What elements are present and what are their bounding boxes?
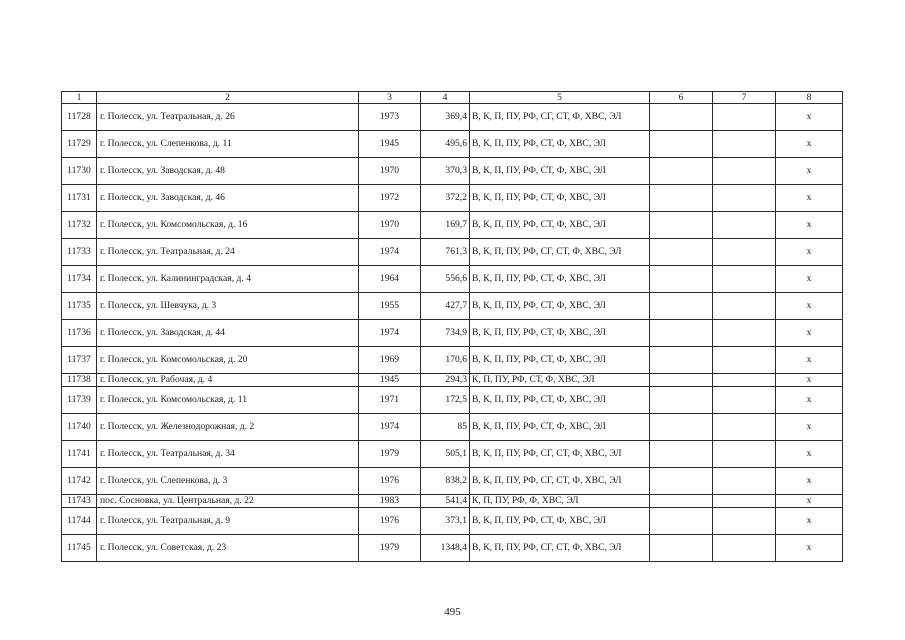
column-8-cell: х xyxy=(776,320,843,347)
register-number-cell: 11735 xyxy=(62,293,97,320)
building-systems-cell: В, К, П, ПУ, РФ, СТ, Ф, ХВС, ЭЛ xyxy=(470,414,650,441)
year-built-cell: 1945 xyxy=(359,374,421,387)
address-cell: г. Полесск, ул. Заводская, д. 46 xyxy=(97,185,359,212)
register-number-cell: 11729 xyxy=(62,131,97,158)
area-cell: 85 xyxy=(421,414,470,441)
area-cell: 169,7 xyxy=(421,212,470,239)
column-header-2: 2 xyxy=(97,92,359,104)
address-cell: г. Полесск, ул. Театральная, д. 26 xyxy=(97,104,359,131)
register-number-cell: 11741 xyxy=(62,441,97,468)
area-cell: 761,3 xyxy=(421,239,470,266)
column-6-cell xyxy=(650,185,713,212)
address-cell: г. Полесск, ул. Рабочая, д. 4 xyxy=(97,374,359,387)
area-cell: 170,6 xyxy=(421,347,470,374)
area-cell: 495,6 xyxy=(421,131,470,158)
area-cell: 1348,4 xyxy=(421,535,470,562)
column-8-cell: х xyxy=(776,185,843,212)
register-number-cell: 11732 xyxy=(62,212,97,239)
address-cell: г. Полесск, ул. Заводская, д. 44 xyxy=(97,320,359,347)
column-6-cell xyxy=(650,104,713,131)
column-header-7: 7 xyxy=(713,92,776,104)
year-built-cell: 1979 xyxy=(359,535,421,562)
column-8-cell: х xyxy=(776,212,843,239)
register-number-cell: 11739 xyxy=(62,387,97,414)
building-systems-cell: В, К, П, ПУ, РФ, СГ, СТ, Ф, ХВС, ЭЛ xyxy=(470,104,650,131)
building-systems-cell: В, К, П, ПУ, РФ, СТ, Ф, ХВС, ЭЛ xyxy=(470,347,650,374)
table-row xyxy=(62,441,843,468)
year-built-cell: 1972 xyxy=(359,185,421,212)
column-8-cell: х xyxy=(776,441,843,468)
register-number-cell: 11744 xyxy=(62,508,97,535)
year-built-cell: 1955 xyxy=(359,293,421,320)
table-row xyxy=(62,266,843,293)
building-systems-cell: В, К, П, ПУ, РФ, СГ, СТ, Ф, ХВС, ЭЛ xyxy=(470,441,650,468)
column-7-cell xyxy=(713,495,776,508)
column-7-cell xyxy=(713,374,776,387)
column-8-cell: х xyxy=(776,104,843,131)
column-6-cell xyxy=(650,266,713,293)
area-cell: 427,7 xyxy=(421,293,470,320)
column-7-cell xyxy=(713,387,776,414)
area-cell: 294,3 xyxy=(421,374,470,387)
column-7-cell xyxy=(713,293,776,320)
column-7-cell xyxy=(713,414,776,441)
building-systems-cell: В, К, П, ПУ, РФ, СТ, Ф, ХВС, ЭЛ xyxy=(470,158,650,185)
year-built-cell: 1976 xyxy=(359,468,421,495)
register-number-cell: 11734 xyxy=(62,266,97,293)
area-cell: 505,1 xyxy=(421,441,470,468)
column-8-cell: х xyxy=(776,508,843,535)
column-7-cell xyxy=(713,266,776,293)
address-cell: г. Полесск, ул. Комсомольская, д. 20 xyxy=(97,347,359,374)
column-number-row xyxy=(62,92,843,104)
column-7-cell xyxy=(713,320,776,347)
table-row xyxy=(62,495,843,508)
register-number-cell: 11731 xyxy=(62,185,97,212)
table-row xyxy=(62,293,843,320)
column-8-cell: х xyxy=(776,266,843,293)
table-row xyxy=(62,158,843,185)
register-number-cell: 11743 xyxy=(62,495,97,508)
housing-register-table xyxy=(61,91,843,562)
year-built-cell: 1970 xyxy=(359,212,421,239)
column-7-cell xyxy=(713,468,776,495)
area-cell: 369,4 xyxy=(421,104,470,131)
column-6-cell xyxy=(650,468,713,495)
table-row xyxy=(62,535,843,562)
column-6-cell xyxy=(650,387,713,414)
page-number: 495 xyxy=(444,606,461,618)
column-8-cell: х xyxy=(776,131,843,158)
column-header-4: 4 xyxy=(421,92,470,104)
area-cell: 734,9 xyxy=(421,320,470,347)
area-cell: 372,2 xyxy=(421,185,470,212)
building-systems-cell: В, К, П, ПУ, РФ, СГ, СТ, Ф, ХВС, ЭЛ xyxy=(470,239,650,266)
column-header-3: 3 xyxy=(359,92,421,104)
table-row xyxy=(62,374,843,387)
column-6-cell xyxy=(650,508,713,535)
address-cell: г. Полесск, ул. Советская, д. 23 xyxy=(97,535,359,562)
column-6-cell xyxy=(650,212,713,239)
table-row xyxy=(62,212,843,239)
column-8-cell: х xyxy=(776,239,843,266)
table-row xyxy=(62,347,843,374)
column-7-cell xyxy=(713,158,776,185)
year-built-cell: 1970 xyxy=(359,158,421,185)
address-cell: г. Полесск, ул. Театральная, д. 9 xyxy=(97,508,359,535)
column-8-cell: х xyxy=(776,468,843,495)
column-7-cell xyxy=(713,239,776,266)
column-8-cell: х xyxy=(776,293,843,320)
column-header-8: 8 xyxy=(776,92,843,104)
address-cell: г. Полесск, ул. Заводская, д. 48 xyxy=(97,158,359,185)
building-systems-cell: В, К, П, ПУ, РФ, СТ, Ф, ХВС, ЭЛ xyxy=(470,293,650,320)
column-6-cell xyxy=(650,347,713,374)
address-cell: пос. Сосновка, ул. Центральная, д. 22 xyxy=(97,495,359,508)
table-body xyxy=(62,92,843,562)
area-cell: 370,3 xyxy=(421,158,470,185)
year-built-cell: 1974 xyxy=(359,239,421,266)
column-8-cell: х xyxy=(776,374,843,387)
register-number-cell: 11738 xyxy=(62,374,97,387)
year-built-cell: 1973 xyxy=(359,104,421,131)
building-systems-cell: В, К, П, ПУ, РФ, СГ, СТ, Ф, ХВС, ЭЛ xyxy=(470,535,650,562)
register-number-cell: 11730 xyxy=(62,158,97,185)
column-6-cell xyxy=(650,441,713,468)
building-systems-cell: В, К, П, ПУ, РФ, СТ, Ф, ХВС, ЭЛ xyxy=(470,131,650,158)
building-systems-cell: В, К, П, ПУ, РФ, СТ, Ф, ХВС, ЭЛ xyxy=(470,266,650,293)
building-systems-cell: В, К, П, ПУ, РФ, СТ, Ф, ХВС, ЭЛ xyxy=(470,185,650,212)
table-row xyxy=(62,468,843,495)
column-header-6: 6 xyxy=(650,92,713,104)
year-built-cell: 1971 xyxy=(359,387,421,414)
column-6-cell xyxy=(650,158,713,185)
column-8-cell: х xyxy=(776,158,843,185)
address-cell: г. Полесск, ул. Слепенкова, д. 3 xyxy=(97,468,359,495)
column-8-cell: х xyxy=(776,387,843,414)
table-row xyxy=(62,508,843,535)
address-cell: г. Полесск, ул. Комсомольская, д. 16 xyxy=(97,212,359,239)
column-8-cell: х xyxy=(776,347,843,374)
table-row xyxy=(62,387,843,414)
column-7-cell xyxy=(713,185,776,212)
column-7-cell xyxy=(713,212,776,239)
building-systems-cell: К, П, ПУ, РФ, Ф, ХВС, ЭЛ xyxy=(470,495,650,508)
column-6-cell xyxy=(650,320,713,347)
column-6-cell xyxy=(650,293,713,320)
table-row xyxy=(62,239,843,266)
table-row xyxy=(62,414,843,441)
year-built-cell: 1974 xyxy=(359,414,421,441)
address-cell: г. Полесск, ул. Железнодорожная, д. 2 xyxy=(97,414,359,441)
building-systems-cell: В, К, П, ПУ, РФ, СТ, Ф, ХВС, ЭЛ xyxy=(470,212,650,239)
column-7-cell xyxy=(713,441,776,468)
column-header-1: 1 xyxy=(62,92,97,104)
area-cell: 172,5 xyxy=(421,387,470,414)
register-number-cell: 11740 xyxy=(62,414,97,441)
year-built-cell: 1964 xyxy=(359,266,421,293)
column-7-cell xyxy=(713,104,776,131)
column-6-cell xyxy=(650,535,713,562)
address-cell: г. Полесск, ул. Слепенкова, д. 11 xyxy=(97,131,359,158)
building-systems-cell: В, К, П, ПУ, РФ, СГ, СТ, Ф, ХВС, ЭЛ xyxy=(470,468,650,495)
address-cell: г. Полесск, ул. Театральная, д. 34 xyxy=(97,441,359,468)
area-cell: 838,2 xyxy=(421,468,470,495)
building-systems-cell: В, К, П, ПУ, РФ, СТ, Ф, ХВС, ЭЛ xyxy=(470,320,650,347)
address-cell: г. Полесск, ул. Театральная, д. 24 xyxy=(97,239,359,266)
column-8-cell: х xyxy=(776,495,843,508)
register-number-cell: 11742 xyxy=(62,468,97,495)
year-built-cell: 1945 xyxy=(359,131,421,158)
table-row xyxy=(62,104,843,131)
register-number-cell: 11745 xyxy=(62,535,97,562)
column-8-cell: х xyxy=(776,535,843,562)
address-cell: г. Полесск, ул. Шевчука, д. 3 xyxy=(97,293,359,320)
address-cell: г. Полесск, ул. Калининградская, д. 4 xyxy=(97,266,359,293)
table-row xyxy=(62,131,843,158)
register-number-cell: 11733 xyxy=(62,239,97,266)
column-6-cell xyxy=(650,131,713,158)
building-systems-cell: К, П, ПУ, РФ, СТ, Ф, ХВС, ЭЛ xyxy=(470,374,650,387)
building-systems-cell: В, К, П, ПУ, РФ, СТ, Ф, ХВС, ЭЛ xyxy=(470,508,650,535)
register-number-cell: 11736 xyxy=(62,320,97,347)
table-row xyxy=(62,320,843,347)
column-8-cell: х xyxy=(776,414,843,441)
column-header-5: 5 xyxy=(470,92,650,104)
column-6-cell xyxy=(650,239,713,266)
area-cell: 541,4 xyxy=(421,495,470,508)
area-cell: 556,6 xyxy=(421,266,470,293)
register-number-cell: 11737 xyxy=(62,347,97,374)
address-cell: г. Полесск, ул. Комсомольская, д. 11 xyxy=(97,387,359,414)
year-built-cell: 1969 xyxy=(359,347,421,374)
column-7-cell xyxy=(713,131,776,158)
year-built-cell: 1974 xyxy=(359,320,421,347)
column-7-cell xyxy=(713,347,776,374)
table-row xyxy=(62,185,843,212)
area-cell: 373,1 xyxy=(421,508,470,535)
column-6-cell xyxy=(650,495,713,508)
column-7-cell xyxy=(713,535,776,562)
year-built-cell: 1979 xyxy=(359,441,421,468)
column-7-cell xyxy=(713,508,776,535)
column-6-cell xyxy=(650,414,713,441)
year-built-cell: 1983 xyxy=(359,495,421,508)
year-built-cell: 1976 xyxy=(359,508,421,535)
column-6-cell xyxy=(650,374,713,387)
register-number-cell: 11728 xyxy=(62,104,97,131)
building-systems-cell: В, К, П, ПУ, РФ, СТ, Ф, ХВС, ЭЛ xyxy=(470,387,650,414)
